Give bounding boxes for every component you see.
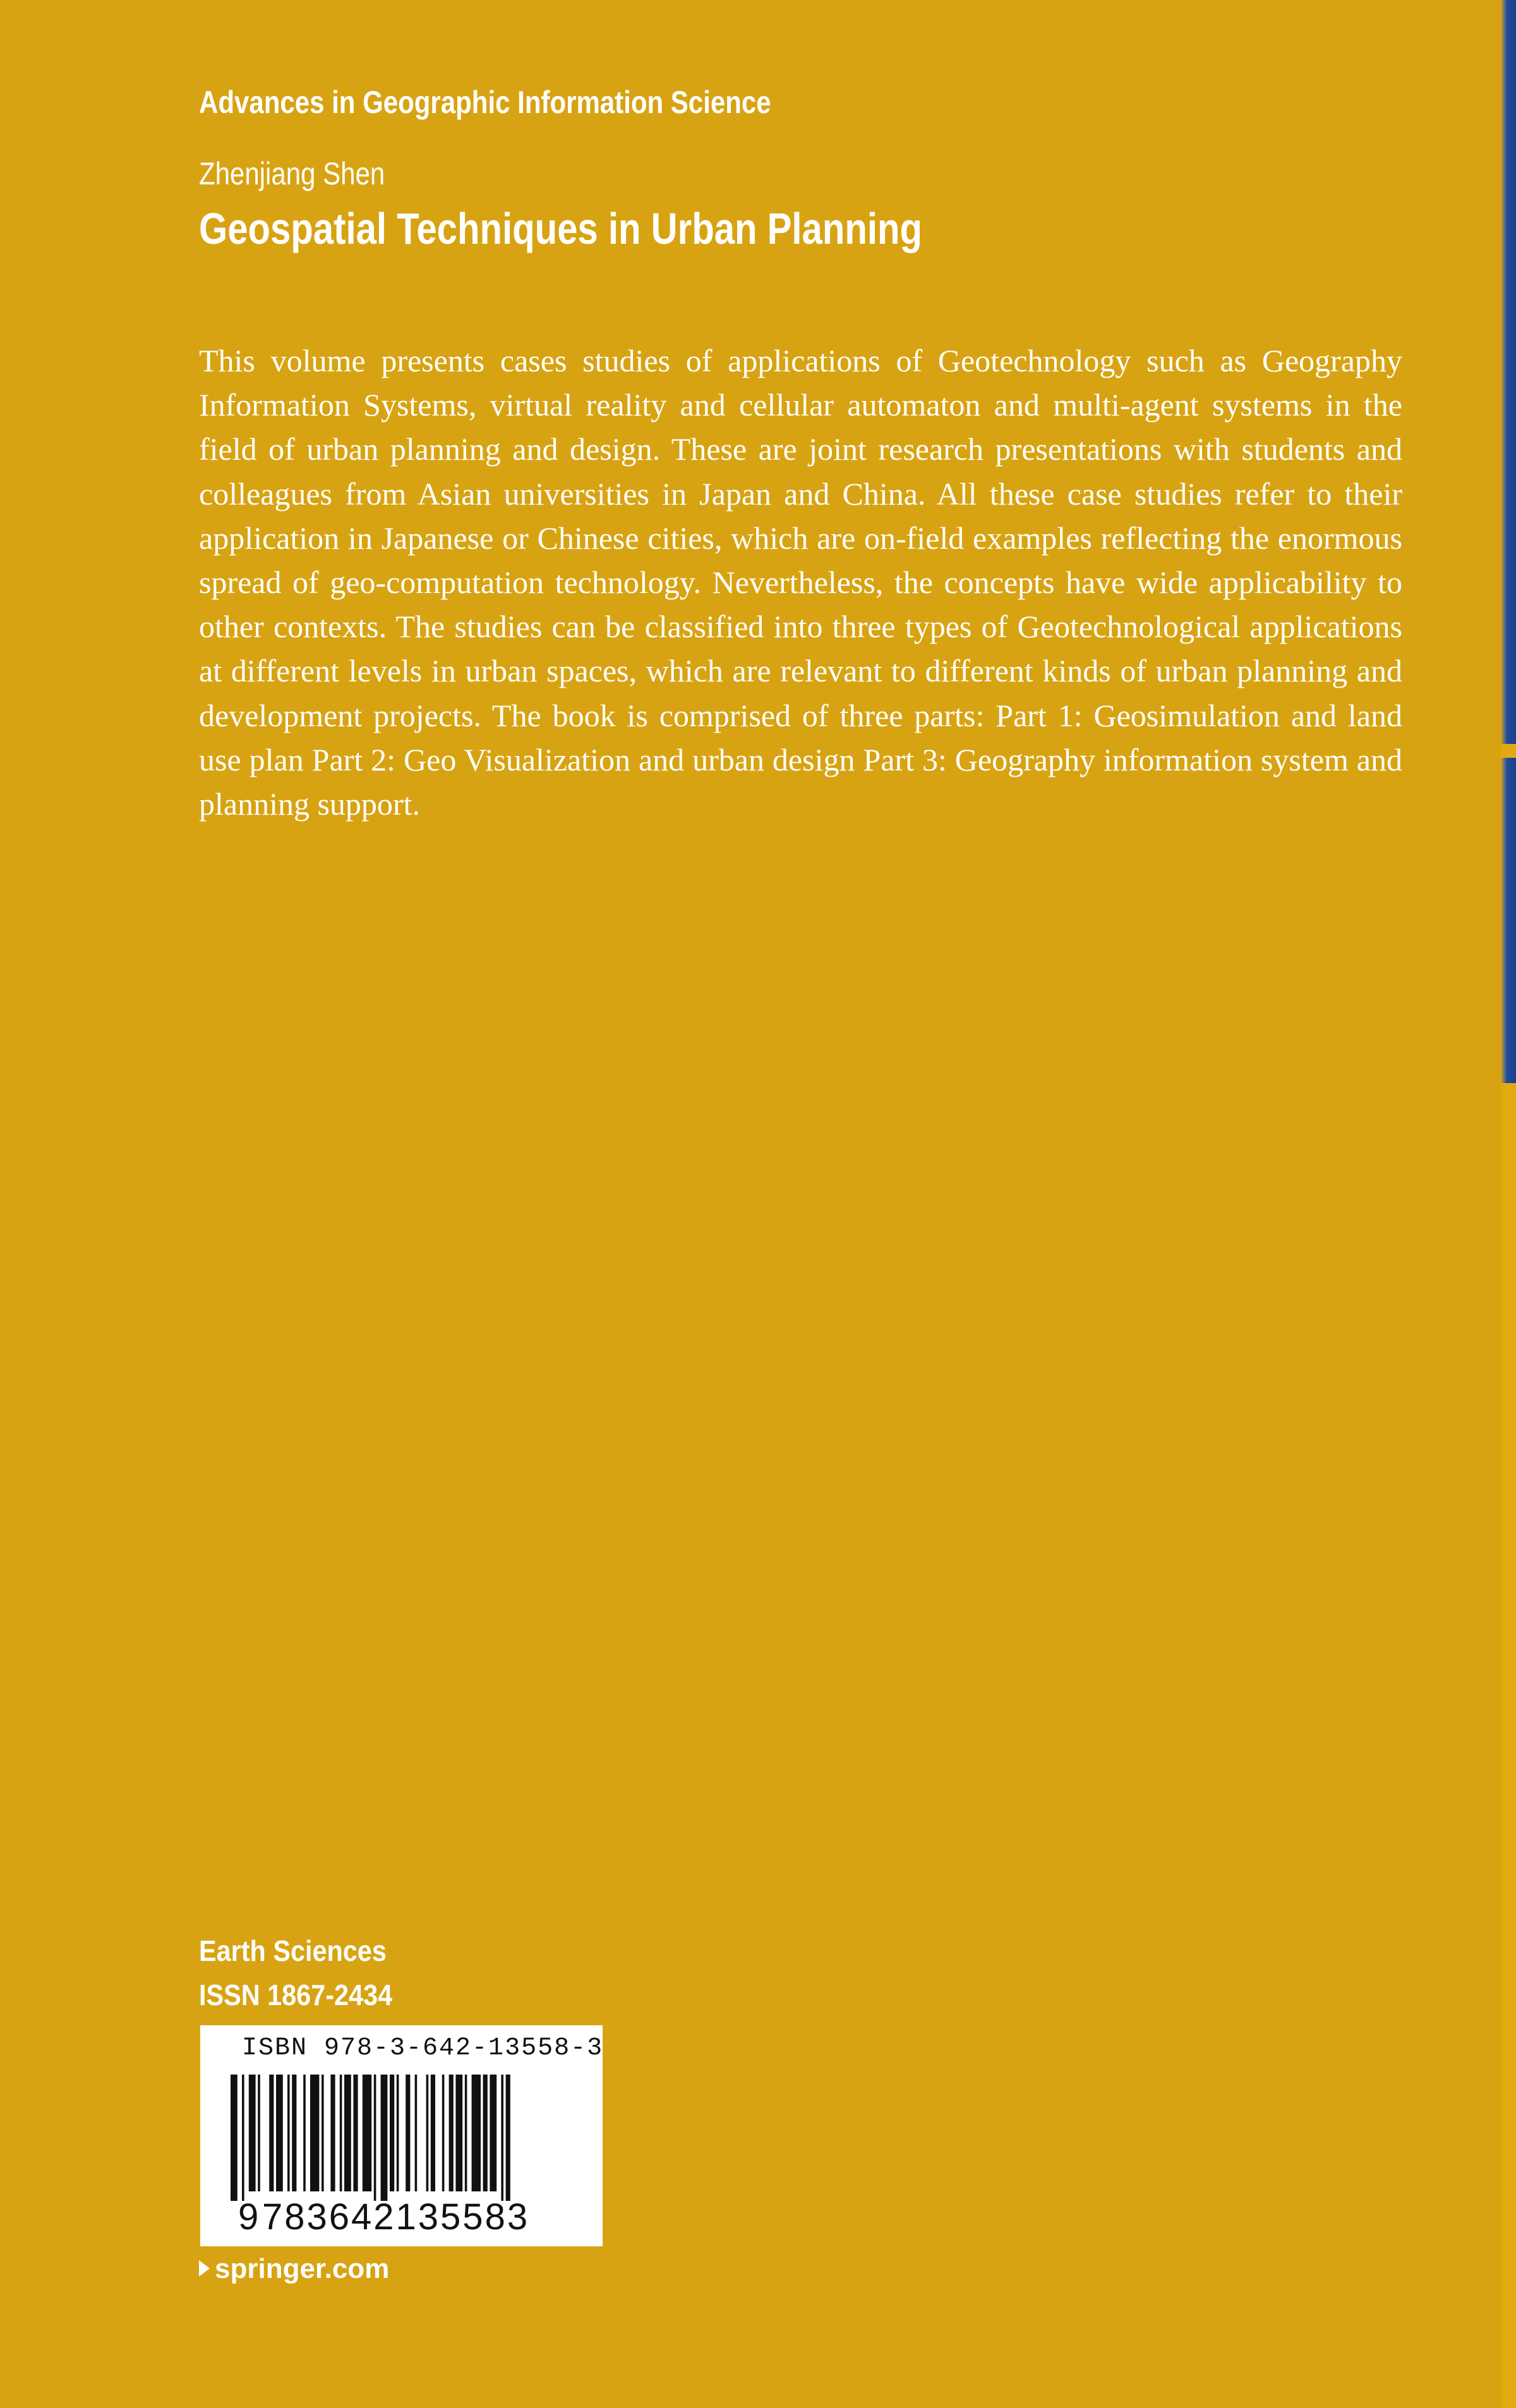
barcode-panel (200, 2025, 603, 2246)
spine-stripe (1501, 0, 1516, 1083)
triangle-right-icon (199, 2260, 210, 2277)
ean-lead-digit: 9 (238, 2196, 259, 2237)
issn-number: ISSN 1867-2434 (199, 1979, 393, 2011)
series-title: Advances in Geographic Information Science (199, 85, 771, 120)
website-link[interactable] (199, 2253, 389, 2285)
book-title: Geospatial Techniques in Urban Planning (199, 204, 922, 253)
subject-category: Earth Sciences (199, 1934, 387, 1967)
barcode-bars (231, 2075, 575, 2201)
book-description: This volume presents cases studies of applications of Geotechnology such as Geography Information Systems, virtual reality and cellular automaton and multi-agent systems in the field of urban planning and design. These are joint research presentations with students and colleagues from Asian universities in Japan and China. All these case studies refer to their application in Japanese or Chinese cities, which are on-field examples reflecting the enormous spread of geo-computation technology. Nevertheless, the concepts have wide applicability to other contexts. The studies can be classified into three types of Geotechnological applications at different levels in urban spaces, which are relevant to different kinds of urban planning and development projects. The book is comprised of three parts: Part 1: Geosimulation and land use plan Part 2: Geo Visualization and urban design Part 3: Geography information system and planning support. (199, 343, 1402, 822)
author-name: Zhenjiang Shen (199, 156, 385, 191)
spine-notch (1501, 744, 1516, 758)
ean-digits: 783642135583 (262, 2196, 530, 2237)
website-label: springer.com (215, 2253, 390, 2284)
isbn-label: ISBN 978-3-642-13558-3 (242, 2034, 604, 2063)
